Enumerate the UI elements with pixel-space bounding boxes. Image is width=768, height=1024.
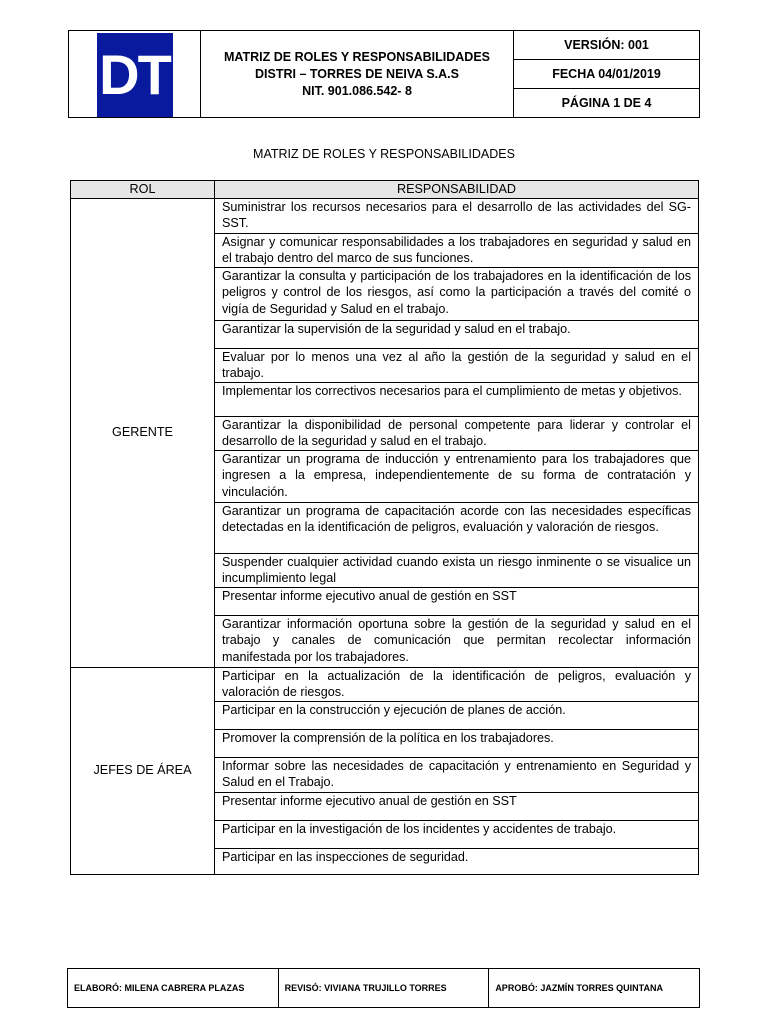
company-logo: DT	[97, 33, 173, 117]
date-label: FECHA 04/01/2019	[514, 60, 700, 89]
responsibility-cell: Participar en la construcción y ejecución de planes de acción.	[215, 701, 699, 729]
responsibility-cell: Evaluar por lo menos una vez al año la gestión de la seguridad y salud en el trabajo.	[215, 348, 699, 382]
responsibility-cell: Garantizar un programa de inducción y entrenamiento para los trabajadores que ingresen a la empresa, independientemente de su forma de contratación y vinculación.	[215, 450, 699, 502]
logo-cell	[69, 31, 201, 118]
document-header	[68, 30, 700, 118]
responsibility-cell: Participar en la investigación de los incidentes y accidentes de trabajo.	[215, 820, 699, 848]
responsibility-cell: Suministrar los recursos necesarios para el desarrollo de las actividades del SG-SST.	[215, 198, 699, 233]
responsibility-cell: Informar sobre las necesidades de capacitación y entrenamiento en Seguridad y Salud en el Trabajo.	[215, 757, 699, 792]
responsibility-cell: Participar en la actualización de la identificación de peligros, evaluación y valoración de riesgos.	[215, 667, 699, 701]
responsibility-cell: Garantizar la supervisión de la seguridad y salud en el trabajo.	[215, 320, 699, 348]
responsibility-cell: Participar en las inspecciones de seguridad.	[215, 848, 699, 874]
aprobo-cell: APROBÓ: JAZMÍN TORRES QUINTANA	[489, 969, 700, 1008]
column-header-rol: ROL	[71, 181, 215, 199]
elaboro-cell: ELABORÓ: MILENA CABRERA PLAZAS	[68, 969, 279, 1008]
responsibility-cell: Promover la comprensión de la política en los trabajadores.	[215, 729, 699, 757]
table-body	[71, 198, 699, 874]
header-title	[201, 31, 514, 118]
version-label: VERSIÓN: 001	[514, 31, 700, 60]
responsibility-cell: Suspender cualquier actividad cuando exista un riesgo inminente o se visualice un incumplimiento legal	[215, 553, 699, 587]
role-cell: JEFES DE ÁREA	[71, 667, 215, 874]
responsibility-cell: Presentar informe ejecutivo anual de gestión en SST	[215, 587, 699, 615]
roles-matrix-table	[70, 180, 699, 875]
header-title-line: MATRIZ DE ROLES Y RESPONSABILIDADES	[223, 49, 490, 64]
reviso-cell: REVISÓ: VIVIANA TRUJILLO TORRES	[278, 969, 489, 1008]
header-title-line: DISTRI – TORRES DE NEIVA S.A.S	[255, 66, 459, 81]
table-row	[71, 198, 699, 233]
responsibility-cell: Garantizar información oportuna sobre la gestión de la seguridad y salud en el trabajo y canales de comunicación que permitan recolectar información manifestada por los trabajadores.	[215, 615, 699, 667]
approval-footer	[67, 968, 700, 1008]
column-header-responsabilidad: RESPONSABILIDAD	[215, 181, 699, 199]
document-title: MATRIZ DE ROLES Y RESPONSABILIDADES	[253, 147, 515, 161]
responsibility-cell: Presentar informe ejecutivo anual de gestión en SST	[215, 792, 699, 820]
responsibility-cell: Garantizar la disponibilidad de personal competente para liderar y controlar el desarrollo de la seguridad y salud en el trabajo.	[215, 416, 699, 450]
page-label: PÁGINA 1 DE 4	[514, 89, 700, 118]
responsibility-cell: Garantizar la consulta y participación de los trabajadores en la identificación de los peligros y control de los riesgos, así como la participación a través del comité o vigía de Seguridad y Salud en el trabajo.	[215, 267, 699, 320]
header-title-line: NIT. 901.086.542- 8	[302, 83, 412, 98]
role-cell: GERENTE	[71, 198, 215, 667]
responsibility-cell: Garantizar un programa de capacitación acorde con las necesidades específicas detectadas en la identificación de peligros, evaluación y valoración de riesgos.	[215, 502, 699, 553]
table-row	[71, 667, 699, 701]
table-header-row	[71, 181, 699, 199]
responsibility-cell: Implementar los correctivos necesarios para el cumplimiento de metas y objetivos.	[215, 382, 699, 416]
responsibility-cell: Asignar y comunicar responsabilidades a los trabajadores en seguridad y salud en el trabajo dentro del marco de sus funciones.	[215, 233, 699, 267]
